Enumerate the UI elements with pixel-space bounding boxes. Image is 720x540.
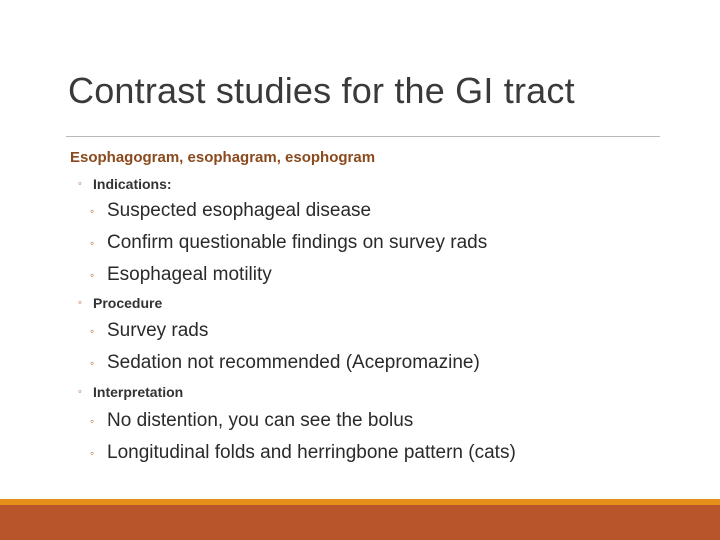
section-label: Interpretation — [93, 384, 184, 400]
section-label-procedure — [78, 295, 162, 311]
list-item — [90, 352, 480, 374]
list-item — [90, 410, 413, 432]
list-item-text: Sedation not recommended (Acepromazine) — [107, 352, 480, 373]
list-item-text: No distention, you can see the bolus — [107, 410, 414, 431]
list-item-text: Survey rads — [107, 320, 209, 341]
bullet-icon: ◦ — [90, 236, 95, 250]
bullet-icon: ◦ — [78, 297, 82, 309]
list-item — [90, 200, 371, 222]
section-heading: Esophagogram, esophagram, esophogram — [70, 149, 376, 166]
list-item-text: Suspected esophageal disease — [107, 200, 372, 221]
section-label: Procedure — [93, 295, 163, 311]
list-item-text: Longitudinal folds and herringbone pattern (cats) — [107, 442, 516, 463]
section-label: Indications: — [93, 176, 172, 192]
section-label-interpretation — [78, 384, 183, 400]
bullet-icon: ◦ — [90, 324, 95, 338]
list-item — [90, 442, 516, 464]
slide-title: Contrast studies for the GI tract — [68, 70, 575, 111]
section-label-indications — [78, 176, 172, 192]
bullet-icon: ◦ — [78, 178, 82, 190]
bullet-icon: ◦ — [90, 268, 95, 282]
footer-band — [0, 505, 720, 540]
bullet-icon: ◦ — [90, 414, 95, 428]
bullet-icon: ◦ — [90, 446, 95, 460]
bullet-icon: ◦ — [90, 204, 95, 218]
bullet-icon: ◦ — [90, 356, 95, 370]
title-divider — [66, 136, 660, 137]
list-item — [90, 232, 487, 254]
list-item — [90, 320, 208, 342]
list-item-text: Esophageal motility — [107, 264, 272, 285]
bullet-icon: ◦ — [78, 386, 82, 398]
list-item — [90, 264, 272, 286]
list-item-text: Confirm questionable findings on survey rads — [107, 232, 488, 253]
